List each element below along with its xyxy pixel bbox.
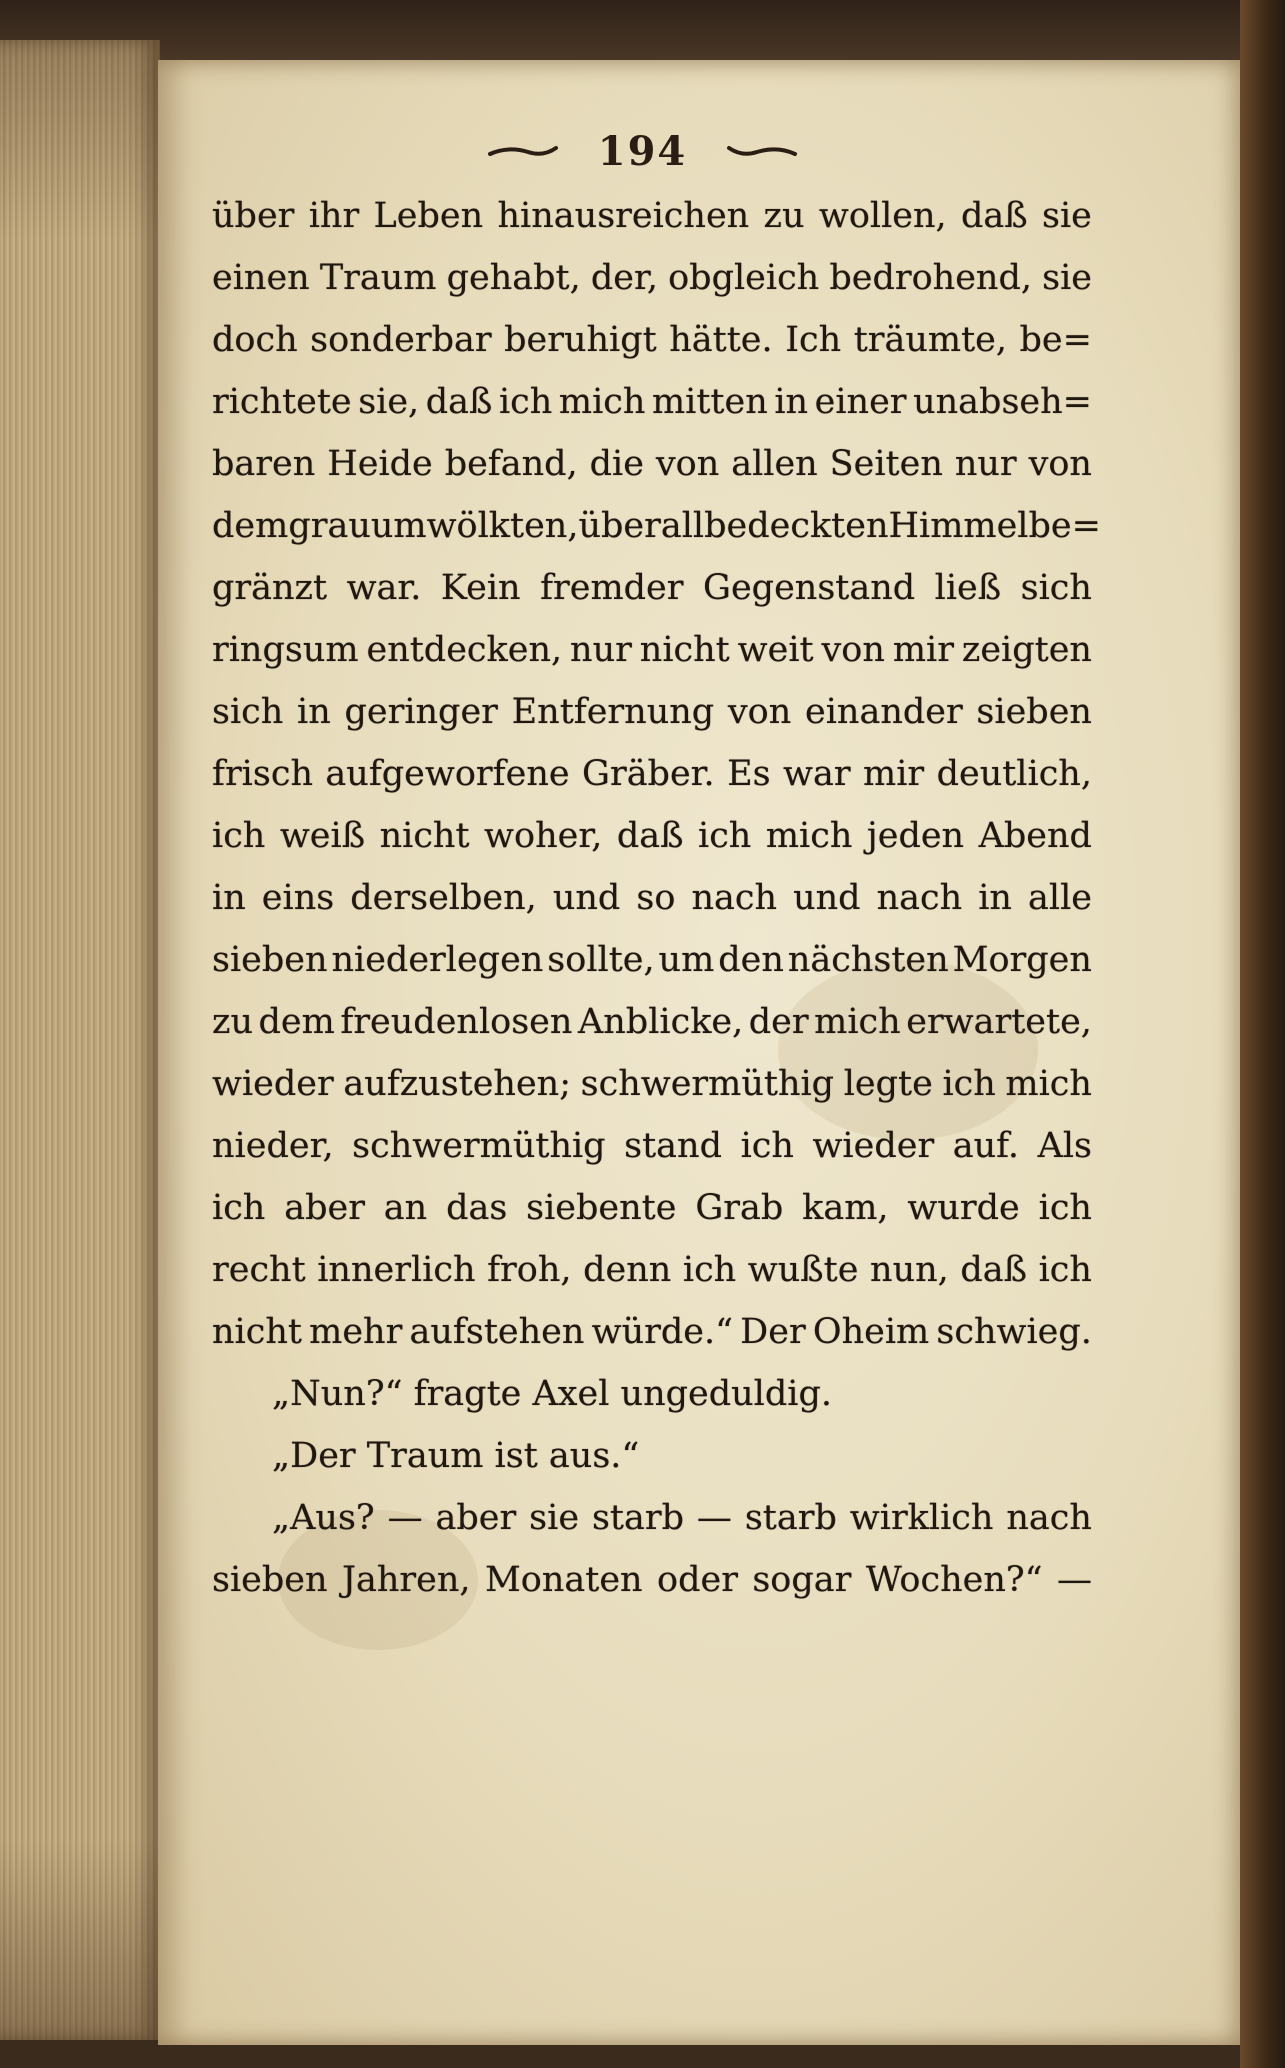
word: daß (616, 816, 684, 856)
word: bedrohend, (829, 258, 1032, 298)
word: aufgeworfene (325, 754, 570, 794)
page-edge-stack (0, 40, 160, 2040)
word: starb (591, 1498, 684, 1538)
word: derselben, (350, 878, 537, 918)
word: jeden (866, 816, 965, 856)
word: mir (863, 754, 925, 794)
word: von (821, 630, 885, 670)
word: allen (731, 444, 818, 484)
word: einen (212, 258, 310, 298)
word: ich (212, 1188, 266, 1228)
word: sieben (976, 692, 1092, 732)
word: ich (212, 816, 266, 856)
word: wurde (907, 1188, 1020, 1228)
left-ornament-icon (488, 144, 558, 160)
word: Gräber. (582, 754, 715, 794)
word: nieder, (212, 1126, 334, 1166)
word: von (655, 444, 720, 484)
word: nach (876, 878, 963, 918)
word: unabseh= (913, 382, 1092, 422)
word: in (774, 382, 809, 422)
word: — (1056, 1560, 1092, 1600)
word: aber (435, 1498, 517, 1538)
word: an (383, 1188, 428, 1228)
word: nächsten (787, 940, 949, 980)
word: wirklich (849, 1498, 994, 1538)
word: zu (212, 1002, 253, 1042)
word: nun, (870, 1250, 949, 1290)
word: dem (258, 1002, 335, 1042)
text-line (212, 810, 1092, 862)
word: in (297, 692, 331, 732)
word: obgleich (668, 258, 820, 298)
word: doch (212, 320, 298, 360)
word: der, (590, 258, 658, 298)
word: — (387, 1498, 423, 1538)
text-line (212, 252, 1092, 304)
text-line (212, 1306, 1092, 1358)
word: weit (737, 630, 814, 670)
word: hinausreichen (497, 196, 750, 236)
word: be= (1019, 320, 1092, 360)
word: das (446, 1188, 508, 1228)
word: von (1028, 444, 1092, 484)
right-ornament-icon (727, 144, 797, 160)
word: mir (892, 630, 954, 670)
word: sollte, (547, 940, 655, 980)
word: nur (954, 444, 1017, 484)
word: sich (212, 692, 284, 732)
word: erwartete, (906, 1002, 1092, 1042)
word: Ich (785, 320, 842, 360)
word: in (212, 878, 246, 918)
word: sieben (212, 940, 328, 980)
word: ich (498, 382, 553, 422)
word: aufstehen (409, 1312, 585, 1352)
word: Abend (978, 816, 1092, 856)
word: Kein (440, 568, 521, 608)
word: schwermüthig (580, 1064, 835, 1104)
word: froh, (487, 1250, 572, 1290)
word: Himmel (888, 506, 1029, 546)
word: nicht (212, 1312, 302, 1352)
word: deutlich, (936, 754, 1092, 794)
word: niederlegen (331, 940, 544, 980)
word: mitten (651, 382, 768, 422)
word: und (793, 878, 861, 918)
word: geringer (344, 692, 498, 732)
word: zeigten (961, 630, 1092, 670)
word: die (589, 444, 644, 484)
word: frisch (212, 754, 313, 794)
word: über (212, 196, 295, 236)
word: Der (740, 1312, 806, 1352)
text-line (212, 1492, 1092, 1544)
word: — (696, 1498, 732, 1538)
word: kam, (802, 1188, 889, 1228)
word: von (727, 692, 792, 732)
word: schwermüthig (352, 1126, 606, 1166)
word: mich (558, 382, 646, 422)
word: sogar (752, 1560, 852, 1600)
word: richtete (212, 382, 352, 422)
word: ringsum (212, 630, 359, 670)
word: einander (805, 692, 963, 732)
word: mehr (309, 1312, 403, 1352)
word: mich (814, 1002, 901, 1042)
word: „Aus? (272, 1498, 375, 1538)
word: war. (346, 568, 422, 608)
text-line: „Der Traum ist aus.“ (272, 1436, 640, 1476)
word: innerlich (317, 1250, 476, 1290)
text-line (212, 190, 1092, 242)
word: Jahren, (341, 1560, 471, 1600)
word: nur (570, 630, 632, 670)
word: ich (1038, 1188, 1092, 1228)
word: wußte (747, 1250, 859, 1290)
word: der (748, 1002, 809, 1042)
word: be= (1028, 506, 1101, 546)
word: Wochen?“ (865, 1560, 1043, 1600)
word: nach (691, 878, 778, 918)
word: war (783, 754, 851, 794)
word: Monaten (484, 1560, 643, 1600)
word: Es (727, 754, 771, 794)
word: den (718, 940, 784, 980)
word: nach (1006, 1498, 1092, 1538)
word: ließ (934, 568, 1002, 608)
word: woher, (484, 816, 603, 856)
word: ich (740, 1126, 794, 1166)
word: freudenlosen (340, 1002, 573, 1042)
word: Entfernung (511, 692, 715, 732)
word: bedeckten (704, 506, 889, 546)
word: um (658, 940, 715, 980)
word: schwieg. (936, 1312, 1092, 1352)
word: ihr (308, 196, 360, 236)
word: sie (1042, 196, 1092, 236)
word: dem (212, 506, 289, 546)
text-line (212, 438, 1092, 490)
word: mich (765, 816, 853, 856)
word: auf. (952, 1126, 1019, 1166)
text-line (212, 562, 1092, 614)
word: gehabt, (446, 258, 581, 298)
word: starb (744, 1498, 837, 1538)
text-line (212, 314, 1092, 366)
text-line (212, 376, 1092, 428)
word: sich (1020, 568, 1092, 608)
word: daß (961, 196, 1028, 236)
text-line (212, 1244, 1092, 1296)
word: und (552, 878, 621, 918)
word: befand, (444, 444, 578, 484)
word: in (978, 878, 1012, 918)
word: aufzustehen; (343, 1064, 572, 1104)
text-line (212, 624, 1092, 676)
word: ich (682, 1250, 737, 1290)
word: sieben (212, 1560, 328, 1600)
word: sonderbar (310, 320, 492, 360)
word: fremder (540, 568, 684, 608)
body-text (212, 190, 1101, 1680)
word: Als (1037, 1126, 1092, 1166)
word: ich (1038, 1250, 1092, 1290)
word: Seiten (829, 444, 943, 484)
word: Anblicke, (577, 1002, 744, 1042)
word: Grab (695, 1188, 784, 1228)
word: grauumwölkten, (288, 506, 579, 546)
word: daß (960, 1250, 1028, 1290)
text-line (212, 1182, 1092, 1234)
word: überall (578, 506, 705, 546)
word: wieder (812, 1126, 935, 1166)
text-line: „Nun?“ fragte Axel ungeduldig. (272, 1374, 832, 1414)
word: denn (583, 1250, 672, 1290)
word: alle (1028, 878, 1092, 918)
word: Morgen (952, 940, 1092, 980)
word: sie, (358, 382, 420, 422)
word: stand (624, 1126, 722, 1166)
word: eins (261, 878, 335, 918)
word: mich (1005, 1064, 1092, 1104)
text-line (212, 1554, 1092, 1606)
word: sie (529, 1498, 580, 1538)
word: baren (212, 444, 316, 484)
word: Traum (319, 258, 437, 298)
text-line (212, 748, 1092, 800)
word: zu (763, 196, 805, 236)
word: daß (425, 382, 493, 422)
word: weiß (279, 816, 366, 856)
word: wollen, (818, 196, 947, 236)
word: ich (698, 816, 752, 856)
text-line (212, 1058, 1092, 1110)
word: legte (843, 1064, 933, 1104)
text-line (212, 996, 1092, 1048)
word: beruhigt (504, 320, 657, 360)
word: sie (1042, 258, 1092, 298)
book-binding (1240, 0, 1285, 2068)
word: ich (942, 1064, 996, 1104)
word: nicht (379, 816, 470, 856)
word: würde.“ (591, 1312, 733, 1352)
word: Leben (373, 196, 484, 236)
word: einer (814, 382, 907, 422)
text-line (212, 1120, 1092, 1172)
word: nicht (639, 630, 730, 670)
word: Heide (327, 444, 433, 484)
text-line (212, 872, 1092, 924)
word: träumte, (853, 320, 1007, 360)
word: gränzt (212, 568, 328, 608)
word: so (636, 878, 676, 918)
word: wieder (212, 1064, 334, 1104)
page-header (0, 128, 1285, 175)
text-line (212, 934, 1092, 986)
word: Oheim (812, 1312, 930, 1352)
word: Gegenstand (703, 568, 916, 608)
page-number: 194 (597, 128, 688, 175)
word: hätte. (669, 320, 773, 360)
word: entdecken, (366, 630, 563, 670)
word: siebente (526, 1188, 677, 1228)
word: recht (212, 1250, 306, 1290)
word: aber (284, 1188, 365, 1228)
text-line (212, 500, 1101, 552)
text-line (212, 686, 1092, 738)
word: oder (657, 1560, 738, 1600)
